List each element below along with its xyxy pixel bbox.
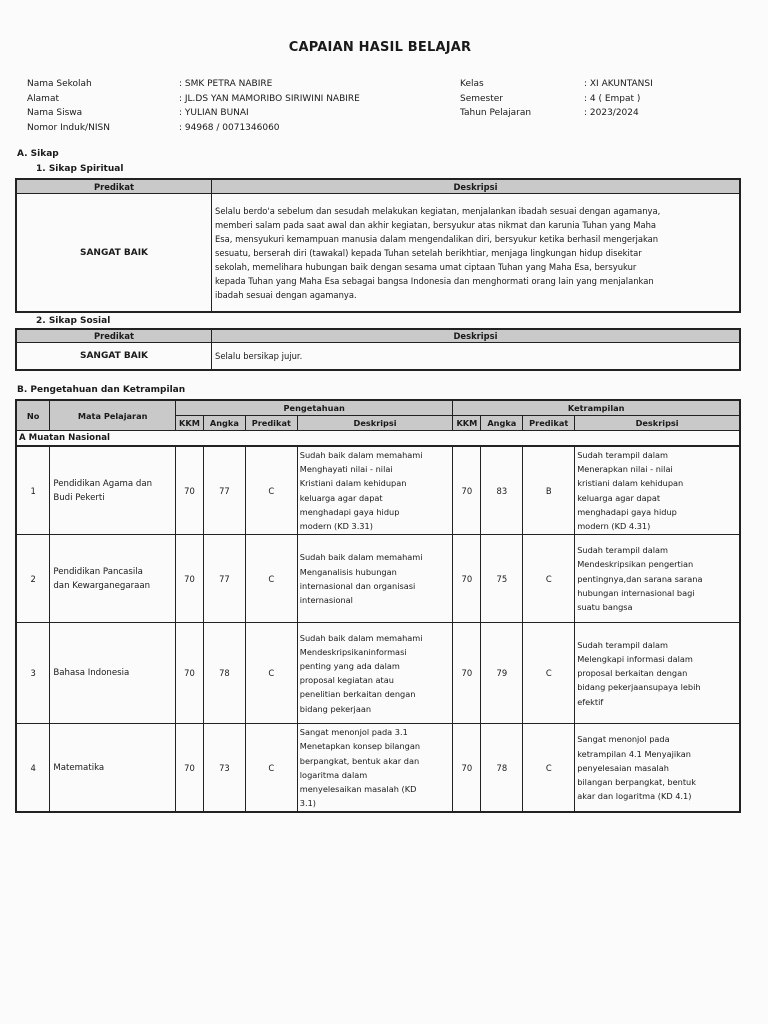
- desc-line: Sudah baik dalam memahami: [299, 450, 423, 460]
- col-header-angka: Angka: [481, 416, 523, 431]
- desc-line: hubungan internasional bagi: [577, 587, 695, 598]
- info-label: Semester: [460, 93, 504, 104]
- desc-line: internasional dan organisasi: [299, 580, 416, 591]
- desc-line: berpangkat, bentuk akar dan: [299, 755, 420, 766]
- deskripsi-value: [212, 194, 741, 313]
- deskripsi-line: ibadah sesuai dengan agamanya.: [215, 289, 357, 300]
- table-row: [16, 343, 740, 371]
- deskripsi-line: memberi salam pada saat awal dan akhir kegiatan, bersyukur atas nikmat dan karunia Tuhan yang Maha: [215, 219, 657, 230]
- col-header-no: No: [16, 400, 50, 431]
- table-row: [16, 446, 740, 535]
- mapel-line: Budi Pekerti: [53, 492, 105, 503]
- desc-line: Melengkapi informasi dalam: [577, 653, 693, 664]
- desc-line: Mendeskripsikaninformasi: [299, 646, 407, 657]
- row-k-predikat: B: [523, 446, 575, 535]
- deskripsi-line: Esa, mensyukuri kemampuan manusia dalam mengendalikan diri, bersyukur ketika berhasil mengerjakan: [215, 233, 659, 244]
- table-row: [16, 194, 740, 313]
- section-heading-pengetahuan-ketrampilan: B. Pengetahuan dan Ketrampilan: [17, 385, 186, 395]
- info-value: : 94968 / 0071346060: [179, 122, 280, 133]
- row-mata-pelajaran: [50, 446, 176, 535]
- predikat-value: SANGAT BAIK: [16, 194, 212, 313]
- desc-line: keluarga agar dapat: [299, 492, 383, 503]
- mapel-line: Pendidikan Agama dan: [53, 478, 153, 489]
- table-pengetahuan-ketrampilan: [15, 399, 741, 813]
- col-header-predikat: Predikat: [523, 416, 575, 431]
- deskripsi-line: sesuatu, berserah diri (tawakal) kepada Tuhan setelah berikhtiar, menjaga lingkungan hidup disekitar: [215, 247, 642, 258]
- row-k-kkm: 70: [453, 446, 481, 535]
- info-value: : 2023/2024: [584, 108, 639, 118]
- desc-line: Sudah baik dalam memahami: [299, 552, 423, 563]
- table-header-row: [16, 329, 740, 343]
- desc-line: internasional: [299, 594, 353, 605]
- info-row-school: [27, 77, 360, 92]
- desc-line: Menerapkan nilai - nilai: [577, 464, 673, 475]
- desc-line: Kristiani dalam kehidupan: [299, 478, 407, 489]
- col-header-deskripsi: Deskripsi: [575, 416, 740, 431]
- desc-line: penting yang ada dalam: [299, 661, 400, 672]
- info-row-school-year: [460, 106, 653, 121]
- row-k-angka: 75: [481, 535, 523, 623]
- info-label: Nama Siswa: [27, 108, 83, 118]
- desc-line: efektif: [577, 696, 604, 707]
- mapel-line: Matematika: [53, 762, 105, 773]
- deskripsi-line: kepada Tuhan yang Maha Esa sebagai bangsa Indonesia dan menghormati orang lain yang menjalankan: [215, 275, 654, 286]
- row-p-kkm: 70: [175, 623, 203, 724]
- deskripsi-line: sekolah, memelihara hubungan baik dengan sesama umat ciptaan Tuhan yang Maha Esa, bersyukur: [215, 261, 637, 272]
- row-k-predikat: C: [523, 623, 575, 724]
- info-value: : YULIAN BUNAI: [179, 108, 249, 118]
- row-p-angka: 78: [203, 623, 245, 724]
- row-mata-pelajaran: [50, 535, 176, 623]
- row-k-kkm: 70: [453, 623, 481, 724]
- desc-line: bidang pekerjaan: [299, 703, 372, 714]
- desc-line: kristiani dalam kehidupan: [577, 478, 684, 489]
- subsection-heading-spiritual: 1. Sikap Spiritual: [36, 164, 124, 174]
- col-header-angka: Angka: [203, 416, 245, 431]
- desc-line: Sangat menonjol pada: [577, 734, 670, 745]
- info-value: : JL.DS YAN MAMORIBO SIRIWINI NABIRE: [179, 93, 360, 104]
- col-header-predikat: Predikat: [245, 416, 297, 431]
- desc-line: Menganalisis hubungan: [299, 566, 397, 577]
- row-p-predikat: C: [245, 623, 297, 724]
- desc-line: 3.1): [299, 798, 316, 809]
- desc-line: logaritma dalam: [299, 769, 368, 780]
- desc-line: Menetapkan konsep bilangan: [299, 741, 421, 752]
- desc-line: menghadapi gaya hidup: [577, 506, 677, 517]
- desc-line: proposal kegiatan atau: [299, 675, 394, 686]
- row-no: 3: [16, 623, 50, 724]
- table-header-row: [16, 179, 740, 194]
- desc-line: Sangat menonjol pada 3.1: [299, 727, 408, 738]
- row-k-angka: 79: [481, 623, 523, 724]
- row-no: 1: [16, 446, 50, 535]
- desc-line: keluarga agar dapat: [577, 492, 661, 503]
- predikat-value: SANGAT BAIK: [16, 343, 212, 371]
- row-no: 2: [16, 535, 50, 623]
- info-value: : SMK PETRA NABIRE: [179, 79, 273, 89]
- row-p-kkm: 70: [175, 535, 203, 623]
- info-value: : 4 ( Empat ): [584, 93, 641, 104]
- row-k-angka: 78: [481, 724, 523, 813]
- mapel-line: dan Kewarganegaraan: [53, 580, 151, 591]
- row-p-angka: 73: [203, 724, 245, 813]
- table-sikap-sosial: [15, 328, 741, 371]
- info-row-semester: [460, 92, 653, 107]
- desc-line: pentingnya,dan sarana sarana: [577, 573, 703, 584]
- row-p-kkm: 70: [175, 724, 203, 813]
- row-k-angka: 83: [481, 446, 523, 535]
- desc-line: penyelesaian masalah: [577, 762, 669, 773]
- col-header-predikat: Predikat: [16, 179, 212, 194]
- desc-line: proposal berkaitan dengan: [577, 668, 688, 679]
- desc-line: Sudah terampil dalam: [577, 450, 669, 460]
- row-p-angka: 77: [203, 535, 245, 623]
- table-row: [16, 623, 740, 724]
- desc-line: bilangan berpangkat, bentuk: [577, 776, 696, 787]
- row-p-deskripsi: [297, 446, 453, 535]
- desc-line: modern (KD 3.31): [299, 521, 373, 532]
- deskripsi-line: Selalu berdo'a sebelum dan sesudah melakukan kegiatan, menjalankan ibadah sesuai dengan agamanya,: [215, 205, 661, 216]
- desc-line: Sudah terampil dalam: [577, 545, 669, 556]
- section-heading-sikap: A. Sikap: [17, 149, 59, 159]
- info-label: Tahun Pelajaran: [460, 108, 532, 118]
- table-sikap-spiritual: [15, 178, 741, 313]
- desc-line: modern (KD 4.31): [577, 521, 651, 532]
- row-k-predikat: C: [523, 724, 575, 813]
- row-p-deskripsi: [297, 623, 453, 724]
- page-title: CAPAIAN HASIL BELAJAR: [288, 40, 472, 55]
- info-value: : XI AKUNTANSI: [584, 79, 653, 89]
- row-k-deskripsi: [575, 535, 740, 623]
- info-row-student-id: [27, 121, 360, 136]
- row-p-predikat: C: [245, 724, 297, 813]
- row-mata-pelajaran: [50, 623, 176, 724]
- col-header-ketrampilan: Ketrampilan: [453, 400, 740, 416]
- row-p-predikat: C: [245, 446, 297, 535]
- info-row-student-name: [27, 106, 360, 121]
- row-k-deskripsi: [575, 724, 740, 813]
- row-mata-pelajaran: [50, 724, 176, 813]
- row-p-angka: 77: [203, 446, 245, 535]
- col-header-mata-pelajaran: Mata Pelajaran: [50, 400, 176, 431]
- mapel-line: Pendidikan Pancasila: [53, 566, 143, 577]
- desc-line: Mendeskripsikan pengertian: [577, 559, 694, 570]
- row-k-kkm: 70: [453, 535, 481, 623]
- info-row-class: [460, 77, 653, 92]
- deskripsi-value: Selalu bersikap jujur.: [212, 343, 741, 371]
- col-header-deskripsi: Deskripsi: [297, 416, 453, 431]
- col-header-deskripsi: Deskripsi: [212, 179, 741, 194]
- row-k-kkm: 70: [453, 724, 481, 813]
- col-header-kkm: KKM: [453, 416, 481, 431]
- row-p-deskripsi: [297, 724, 453, 813]
- desc-line: akar dan logaritma (KD 4.1): [577, 791, 692, 802]
- row-p-kkm: 70: [175, 446, 203, 535]
- info-label: Nama Sekolah: [27, 79, 92, 89]
- col-header-pengetahuan: Pengetahuan: [175, 400, 452, 416]
- category-row: [16, 431, 740, 447]
- desc-line: menghadapi gaya hidup: [299, 506, 400, 517]
- student-info-right: [460, 77, 653, 121]
- desc-line: ketrampilan 4.1 Menyajikan: [577, 748, 691, 759]
- col-header-deskripsi: Deskripsi: [212, 329, 741, 343]
- table-header-row: [16, 400, 740, 416]
- row-p-deskripsi: [297, 535, 453, 623]
- col-header-predikat: Predikat: [16, 329, 212, 343]
- desc-line: penelitian berkaitan dengan: [299, 689, 416, 700]
- row-k-deskripsi: [575, 446, 740, 535]
- row-no: 4: [16, 724, 50, 813]
- info-label: Nomor Induk/NISN: [27, 122, 110, 133]
- desc-line: Menghayati nilai - nilai: [299, 464, 393, 475]
- mapel-line: Bahasa Indonesia: [53, 668, 130, 679]
- desc-line: bidang pekerjaansupaya lebih: [577, 682, 701, 693]
- row-k-predikat: C: [523, 535, 575, 623]
- info-row-address: [27, 92, 360, 107]
- table-row: [16, 724, 740, 813]
- col-header-kkm: KKM: [175, 416, 203, 431]
- row-p-predikat: C: [245, 535, 297, 623]
- info-label: Kelas: [460, 79, 484, 89]
- desc-line: menyelesaikan masalah (KD: [299, 784, 417, 795]
- subsection-heading-sosial: 2. Sikap Sosial: [36, 316, 111, 326]
- desc-line: Sudah baik dalam memahami: [299, 632, 423, 643]
- desc-line: suatu bangsa: [577, 602, 633, 613]
- info-label: Alamat: [27, 93, 59, 104]
- row-k-deskripsi: [575, 623, 740, 724]
- student-info-left: [27, 77, 360, 135]
- category-label: A Muatan Nasional: [16, 431, 740, 447]
- table-row: [16, 535, 740, 623]
- desc-line: Sudah terampil dalam: [577, 639, 669, 650]
